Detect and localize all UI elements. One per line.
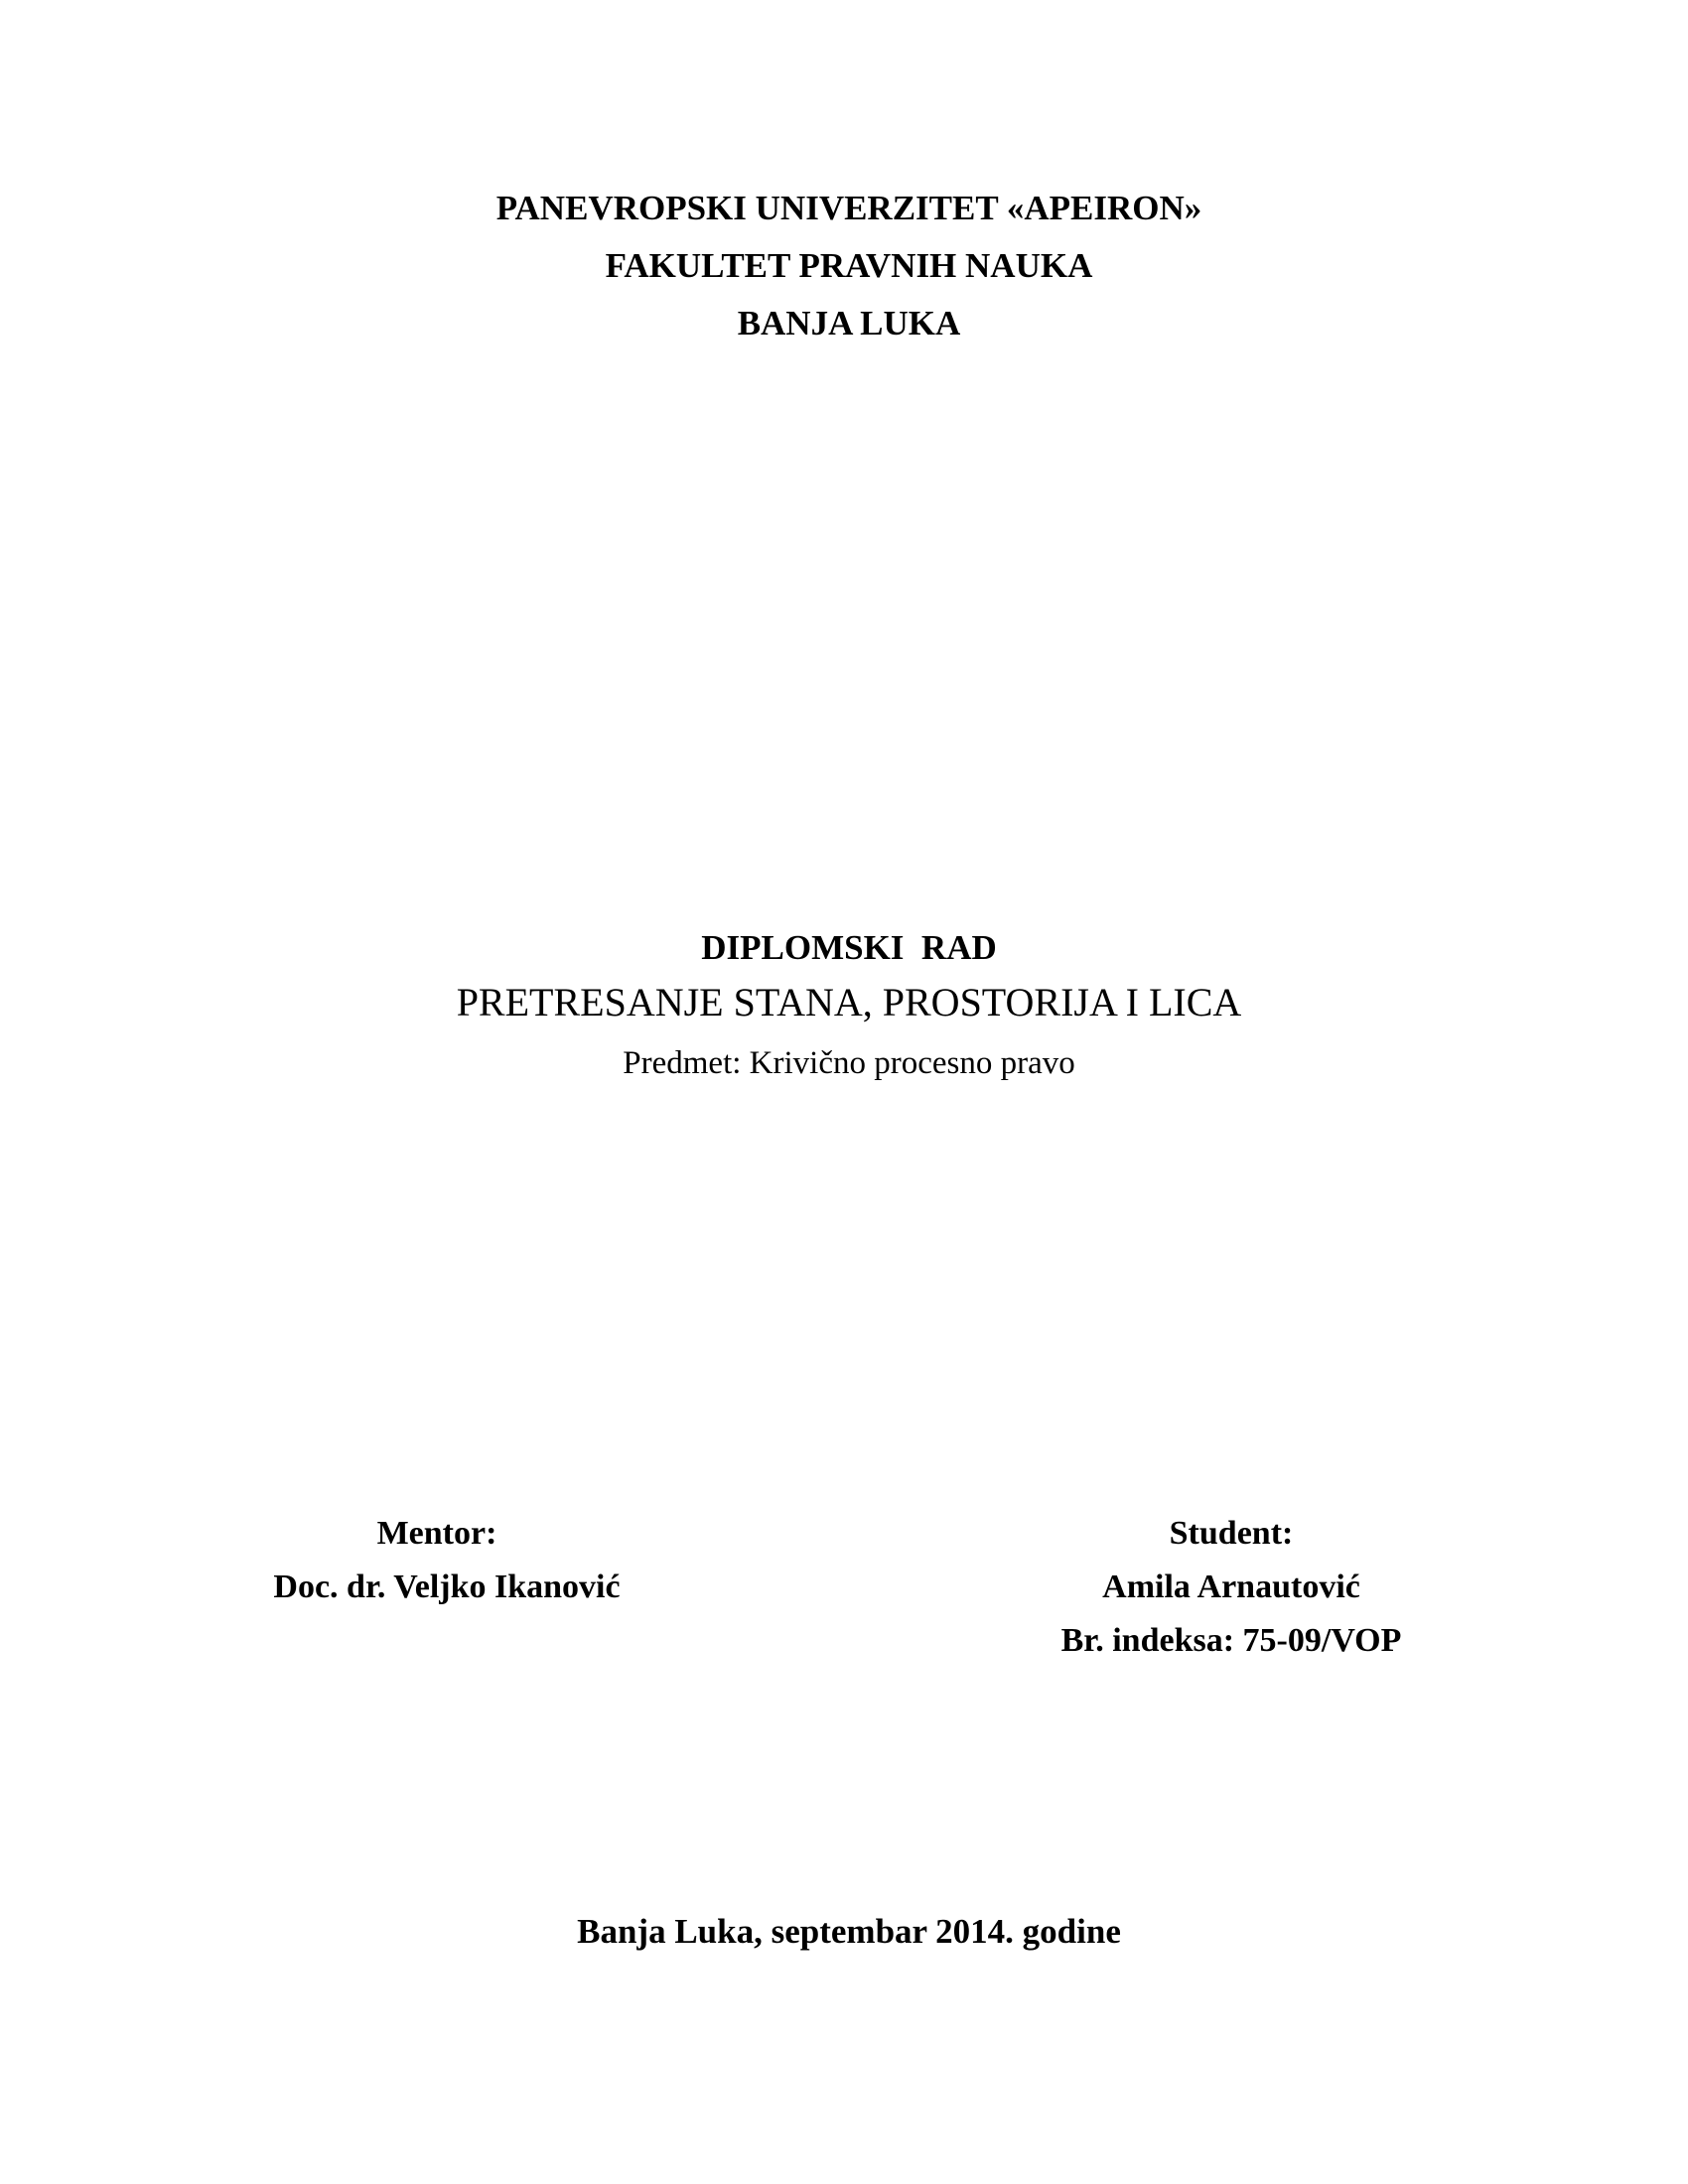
student-name: Amila Arnautović (1102, 1569, 1360, 1605)
thesis-subject: Predmet: Krivično procesno pravo (623, 1045, 1075, 1081)
mentor-label: Mentor: (376, 1515, 497, 1552)
city-name: BANJA LUKA (737, 304, 961, 342)
mentor-name: Doc. dr. Veljko Ikanović (273, 1569, 621, 1605)
university-name: PANEVROPSKI UNIVERZITET «APEIRON» (495, 189, 1202, 227)
thesis-title: PRETRESANJE STANA, PROSTORIJA I LICA (456, 980, 1242, 1024)
thesis-type: DIPLOMSKI RAD (701, 928, 997, 967)
faculty-name: FAKULTET PRAVNIH NAUKA (605, 246, 1093, 285)
place-and-date: Banja Luka, septembar 2014. godine (577, 1912, 1121, 1951)
student-label: Student: (1169, 1515, 1294, 1552)
student-index-number: Br. indeksa: 75-09/VOP (1060, 1622, 1402, 1659)
